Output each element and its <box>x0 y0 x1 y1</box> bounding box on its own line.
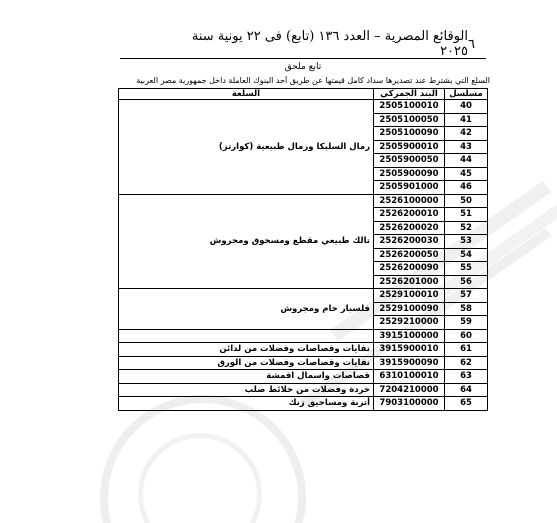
table-row <box>119 356 488 370</box>
code-cell: 2505100010 <box>374 100 445 114</box>
serial-cell: 57 <box>445 289 488 303</box>
serial-cell: 54 <box>445 248 488 262</box>
serial-cell: 64 <box>445 383 488 397</box>
serial-cell: 41 <box>445 113 488 127</box>
code-cell: 2526200010 <box>374 208 445 222</box>
header-serial: مسلسل <box>445 89 488 100</box>
description-cell: قصاصات واسمال اقمشة <box>119 370 374 384</box>
serial-cell: 60 <box>445 329 488 343</box>
description-cell <box>119 329 374 343</box>
serial-cell: 52 <box>445 221 488 235</box>
appendix-title: تابع ملحق <box>284 62 322 72</box>
serial-cell: 40 <box>445 100 488 114</box>
code-cell: 2505100050 <box>374 113 445 127</box>
table-row <box>119 289 488 303</box>
serial-cell: 63 <box>445 370 488 384</box>
table-header-row <box>119 89 488 100</box>
page-header <box>165 29 475 59</box>
table-row <box>119 343 488 357</box>
code-cell: 7903100000 <box>374 397 445 411</box>
serial-cell: 62 <box>445 356 488 370</box>
serial-cell: 53 <box>445 235 488 249</box>
code-cell: 2529100090 <box>374 302 445 316</box>
header-divider <box>120 58 486 59</box>
description-cell: تالك طبيعي مقطع ومسحوق ومجروش <box>119 194 374 289</box>
table-row <box>119 370 488 384</box>
description-cell: رمال السليكا ورمال طبيعية (كوارتز) <box>119 100 374 195</box>
description-cell: أتربة ومساحيق زنك <box>119 397 374 411</box>
code-cell: 2505900090 <box>374 167 445 181</box>
code-cell: 2526201000 <box>374 275 445 289</box>
watermark-seal <box>100 395 306 523</box>
table-row <box>119 397 488 411</box>
serial-cell: 65 <box>445 397 488 411</box>
goods-table <box>118 88 488 411</box>
watermark-seal-inner <box>138 433 262 523</box>
description-cell: خردة وفضلات من خلائط صلب <box>119 383 374 397</box>
code-cell: 6310100010 <box>374 370 445 384</box>
serial-cell: 59 <box>445 316 488 330</box>
serial-cell: 43 <box>445 140 488 154</box>
code-cell: 2526200050 <box>374 248 445 262</box>
description-cell: نفايات وقصاصات وفضلات من لدائن <box>119 343 374 357</box>
serial-cell: 55 <box>445 262 488 276</box>
serial-cell: 58 <box>445 302 488 316</box>
code-cell: 3915900010 <box>374 343 445 357</box>
code-cell: 2505901000 <box>374 181 445 195</box>
code-cell: 2505900010 <box>374 140 445 154</box>
code-cell: 2505100090 <box>374 127 445 141</box>
table-row <box>119 100 488 114</box>
gazette-title: الوقائع المصرية – العدد ١٣٦ (تابع) فى ٢٢ يونية سنة ٢٠٢٥ <box>191 29 469 59</box>
code-cell: 2526200030 <box>374 235 445 249</box>
header-code: البند الجمركي <box>374 89 445 100</box>
serial-cell: 44 <box>445 154 488 168</box>
serial-cell: 42 <box>445 127 488 141</box>
description-cell: نفايات وقصاصات وفضلات من الورق <box>119 356 374 370</box>
code-cell: 3915100000 <box>374 329 445 343</box>
code-cell: 2505900050 <box>374 154 445 168</box>
description-cell: فلسبار خام ومجروش <box>119 289 374 330</box>
serial-cell: 56 <box>445 275 488 289</box>
code-cell: 3915900090 <box>374 356 445 370</box>
code-cell: 2526200020 <box>374 221 445 235</box>
serial-cell: 61 <box>445 343 488 357</box>
table-row <box>119 383 488 397</box>
header-description: السلعة <box>119 89 374 100</box>
serial-cell: 51 <box>445 208 488 222</box>
serial-cell: 46 <box>445 181 488 195</box>
table-body <box>119 100 488 411</box>
table-caption: السلع التي يشترط عند تصديرها سداد كامل قيمتها عن طريق أحد البنوك العاملة داخل جمهورية مصر العربية <box>136 76 490 85</box>
code-cell: 7204210000 <box>374 383 445 397</box>
table-row <box>119 329 488 343</box>
serial-cell: 45 <box>445 167 488 181</box>
code-cell: 2529210000 <box>374 316 445 330</box>
code-cell: 2526200090 <box>374 262 445 276</box>
code-cell: 2526100000 <box>374 194 445 208</box>
serial-cell: 50 <box>445 194 488 208</box>
code-cell: 2529100010 <box>374 289 445 303</box>
table-row <box>119 194 488 208</box>
page-number: ٦ <box>468 36 475 52</box>
